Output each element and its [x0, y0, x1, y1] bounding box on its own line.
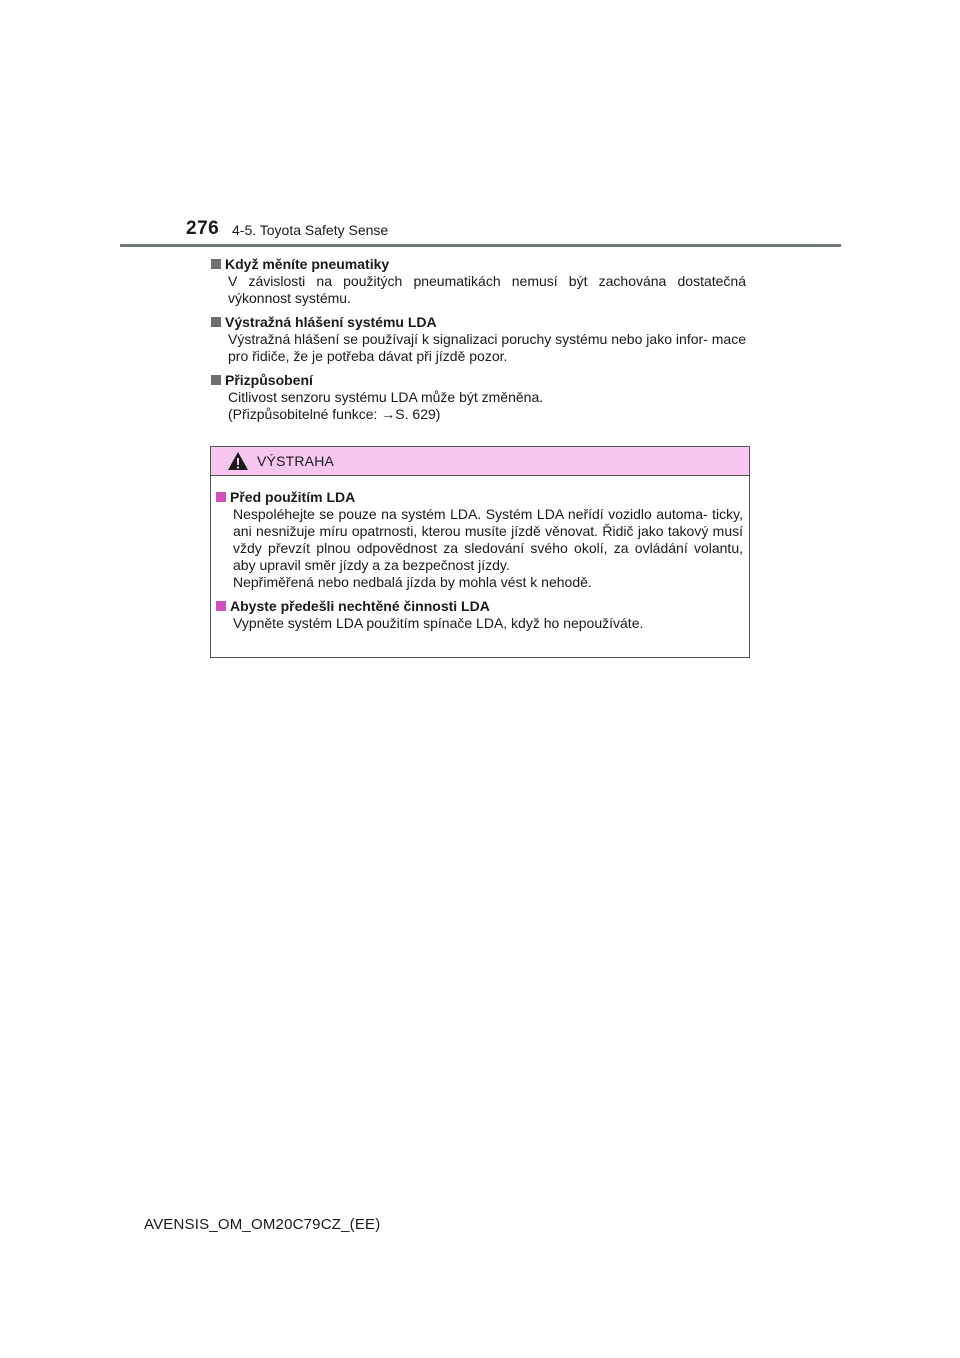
- paragraph: V závislosti na použitých pneumatikách nemusí být zachována dostatečná výkonnost systému.: [228, 273, 746, 306]
- warning-header: [211, 447, 749, 476]
- topic-heading: [211, 255, 746, 273]
- topic-warning-messages: [211, 313, 746, 365]
- square-bullet-icon: [211, 317, 221, 327]
- warning-item-heading: [216, 597, 743, 615]
- topic-list: [211, 255, 746, 429]
- square-bullet-icon: [211, 375, 221, 385]
- warning-title: VÝSTRAHA: [257, 453, 335, 469]
- topic-body: [228, 331, 746, 365]
- warning-item: [216, 488, 743, 591]
- page-number: 276: [186, 218, 220, 239]
- paragraph: Nespoléhejte se pouze na systém LDA. Systém LDA neřídí vozidlo automa- ticky, ani nesnižuje míru opatrnosti, kterou musíte jízdě věnovat. Řidič jako takový musí vždy převzít plnou odpovědnost za sledování svého okolí, za ovládání volantu, aby upravil směr jízdy a za bezpečnost jízdy.: [233, 506, 743, 573]
- warning-item-heading-text: Před použitím LDA: [230, 489, 356, 505]
- header-divider: [120, 244, 841, 247]
- warning-box: [210, 446, 750, 658]
- document-code: AVENSIS_OM_OM20C79CZ_(EE): [144, 1216, 381, 1233]
- cross-reference: (Přizpůsobitelné funkce: →S. 629): [228, 406, 441, 422]
- section-title: 4-5. Toyota Safety Sense: [232, 222, 389, 238]
- square-bullet-icon: [216, 492, 226, 502]
- topic-heading-text: Když měníte pneumatiky: [225, 256, 390, 272]
- warning-item-body: [233, 506, 743, 591]
- warning-body: [211, 476, 749, 632]
- paragraph: Výstražná hlášení se používají k signalizaci poruchy systému nebo jako infor- mace pro řidiče, že je potřeba dávat při jízdě pozor.: [228, 331, 746, 364]
- warning-triangle-icon: [227, 451, 249, 471]
- square-bullet-icon: [211, 259, 221, 269]
- topic-heading: [211, 313, 746, 331]
- topic-tires: [211, 255, 746, 307]
- warning-item-heading: [216, 488, 743, 506]
- topic-heading-text: Výstražná hlášení systému LDA: [225, 314, 437, 330]
- square-bullet-icon: [216, 601, 226, 611]
- paragraph: Vypněte systém LDA použitím spínače LDA, když ho nepoužíváte.: [233, 615, 644, 631]
- topic-body: [228, 389, 746, 423]
- topic-customization: [211, 371, 746, 423]
- topic-heading: [211, 371, 746, 389]
- topic-body: [228, 273, 746, 307]
- warning-item-body: [233, 615, 743, 632]
- paragraph: Nepřiměřená nebo nedbalá jízda by mohla vést k nehodě.: [233, 574, 592, 590]
- warning-item-heading-text: Abyste předešli nechtěné činnosti LDA: [230, 598, 490, 614]
- warning-item: [216, 597, 743, 632]
- topic-heading-text: Přizpůsobení: [225, 372, 313, 388]
- paragraph: Citlivost senzoru systému LDA může být změněna.: [228, 389, 544, 405]
